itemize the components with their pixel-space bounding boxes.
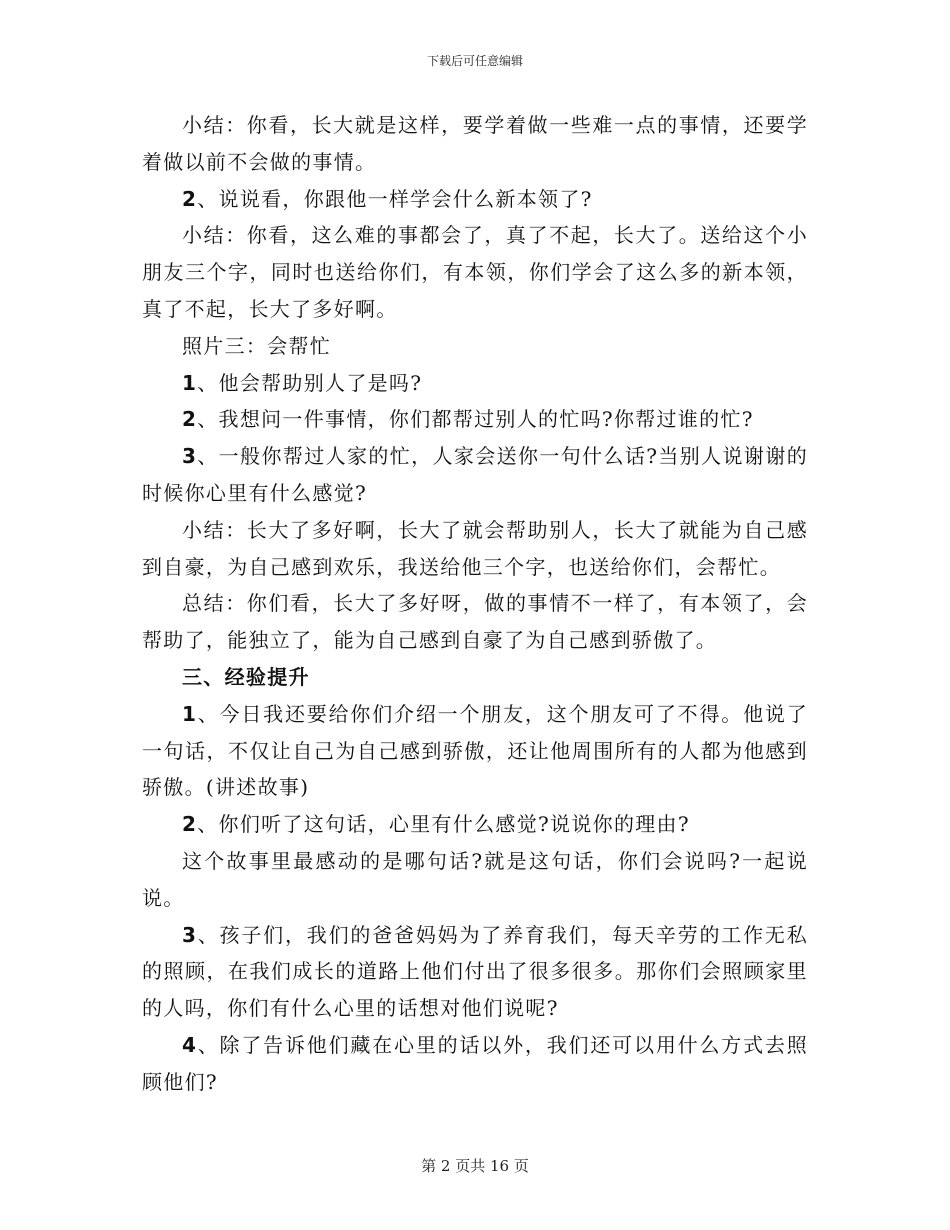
paragraph-12: 2、你们听了这句话，心里有什么感觉?说说你的理由? <box>182 812 690 837</box>
paragraph-11: 1、今日我还要给你们介绍一个朋友，这个朋友可了不得。他说了一句话，不仅让自己为自己感到骄傲，还让他周围所有的人都为他感到骄傲。(讲述故事) <box>142 701 808 800</box>
document-body <box>142 107 808 1101</box>
paragraph-6: 2、我想问一件事情，你们都帮过别人的忙吗?你帮过谁的忙? <box>182 407 754 432</box>
paragraph-7: 3、一般你帮过人家的忙，人家会送你一句什么话?当别人说谢谢的时候你心里有什么感觉? <box>142 444 808 505</box>
paragraph-5: 1、他会帮助别人了是吗? <box>182 370 423 395</box>
paragraph-9: 总结：你们看，长大了多好呀，做的事情不一样了，有本领了，会帮助了，能独立了，能为自己感到自豪了为自己感到骄傲了。 <box>142 591 808 653</box>
paragraph-1: 小结：你看，长大就是这样，要学着做一些难一点的事情，还要学着做以前不会做的事情。 <box>142 113 808 174</box>
paragraph-2: 2、说说看，你跟他一样学会什么新本领了? <box>182 186 593 211</box>
paragraph-13: 这个故事里最感动的是哪句话?就是这句话，你们会说吗?一起说说。 <box>142 848 808 910</box>
paragraph-4: 照片三：会帮忙 <box>182 333 332 358</box>
section-heading: 三、经验提升 <box>182 664 310 689</box>
paragraph-14: 3、孩子们，我们的爸爸妈妈为了养育我们，每天辛劳的工作无私的照顾，在我们成长的道路上他们付出了很多很多。那你们会照顾家里的人吗，你们有什么心里的话想对他们说呢? <box>142 922 808 1021</box>
page-header: 下载后可任意编辑 <box>426 54 523 68</box>
paragraph-15: 4、除了告诉他们藏在心里的话以外，我们还可以用什么方式去照顾他们? <box>142 1032 808 1094</box>
paragraph-8: 小结：长大了多好啊，长大了就会帮助别人，长大了就能为自己感到自豪，为自己感到欢乐，我送给他三个字，也送给你们，会帮忙。 <box>142 517 808 579</box>
paragraph-3: 小结：你看，这么难的事都会了，真了不起，长大了。送给这个小朋友三个字，同时也送给你们，有本领，你们学会了这么多的新本领，真了不起，长大了多好啊。 <box>142 223 808 321</box>
page-footer: 第 2 页共 16 页 <box>421 1157 529 1175</box>
